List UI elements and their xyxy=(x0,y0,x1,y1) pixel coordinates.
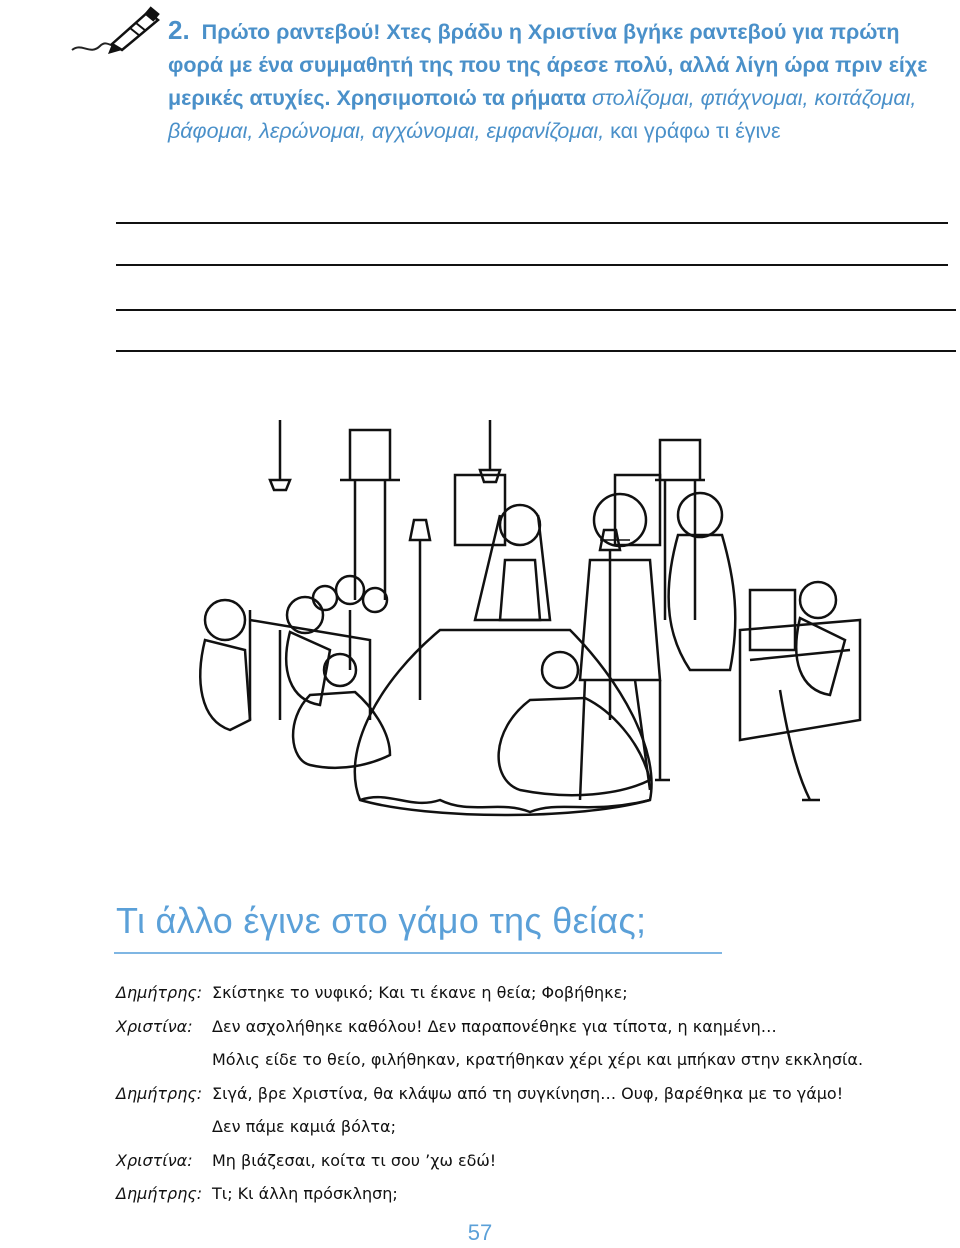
exercise-verbs: στολίζομαι, φτιάχνομαι, κοιτάζομαι, βάφομαι, λερώνομαι, αγχώνομαι, εμφανίζομαι, xyxy=(168,86,917,143)
exercise-number: 2. xyxy=(168,15,190,45)
dialogue-line xyxy=(116,976,956,1010)
speaker-label: Δημήτρης: xyxy=(116,983,203,1003)
exercise-text xyxy=(168,14,958,148)
speaker-label: Χριστίνα: xyxy=(116,1016,193,1036)
exercise-task: και γράφω τι έγινε xyxy=(610,119,781,143)
dialogue-text: Σκίστηκε το νυφικό; Και τι έκανε η θεία; Φοβήθηκε; xyxy=(212,983,628,1003)
dialogue-text: Δεν ασχολήθηκε καθόλου! Δεν παραπονέθηκε για τίποτα, η καημένη… xyxy=(212,1016,777,1036)
page-number: 57 xyxy=(467,1220,493,1245)
dialogue-line xyxy=(116,1010,956,1044)
dialogue-line xyxy=(116,1077,956,1111)
exercise-intro: Χτες βράδυ η Χριστίνα βγήκε ραντεβού για πρώτη φορά με ένα συμμαθητή της που της άρεσε πολύ, αλλά λίγη ώρα πριν είχε μερικές ατυχίες. xyxy=(168,20,928,110)
speaker-label: Δημήτρης: xyxy=(116,1184,203,1204)
exercise-title: Πρώτο ραντεβού! xyxy=(201,20,381,44)
title-underline xyxy=(114,952,722,954)
writing-line[interactable] xyxy=(116,309,956,311)
section-title: Τι άλλο έγινε στο γάμο της θείας; xyxy=(116,900,647,941)
dialogue-text: Σιγά, βρε Χριστίνα, θα κλάψω από τη συγκίνηση… Ουφ, βαρέθηκα με το γάμο! xyxy=(212,1083,844,1103)
writing-line[interactable] xyxy=(116,264,948,266)
dialogue-text: Δεν πάμε καμιά βόλτα; xyxy=(212,1117,396,1137)
dialogue-text: Μόλις είδε το θείο, φιλήθηκαν, κρατήθηκαν χέρι χέρι και μπήκαν στην εκκλησία. xyxy=(212,1050,864,1070)
speaker-label: Χριστίνα: xyxy=(116,1150,193,1170)
dialogue-line xyxy=(116,1177,956,1211)
dialogue-text: Τι; Κι άλλη πρόσκληση; xyxy=(212,1184,398,1204)
dialogue-line xyxy=(116,1144,956,1178)
wedding-illustration xyxy=(190,420,870,890)
dialogue-line xyxy=(116,1110,956,1144)
speaker-label: Δημήτρης: xyxy=(116,1083,203,1103)
writing-pen-icon xyxy=(68,6,166,58)
writing-line[interactable] xyxy=(116,350,956,352)
exercise-instruction: Χρησιμοποιώ τα ρήματα xyxy=(336,86,586,110)
dialogue-line xyxy=(116,1043,956,1077)
writing-line[interactable] xyxy=(116,222,948,224)
dialogue-text: Μη βιάζεσαι, κοίτα τι σου ’χω εδώ! xyxy=(212,1150,497,1170)
dialogue xyxy=(116,976,956,1211)
